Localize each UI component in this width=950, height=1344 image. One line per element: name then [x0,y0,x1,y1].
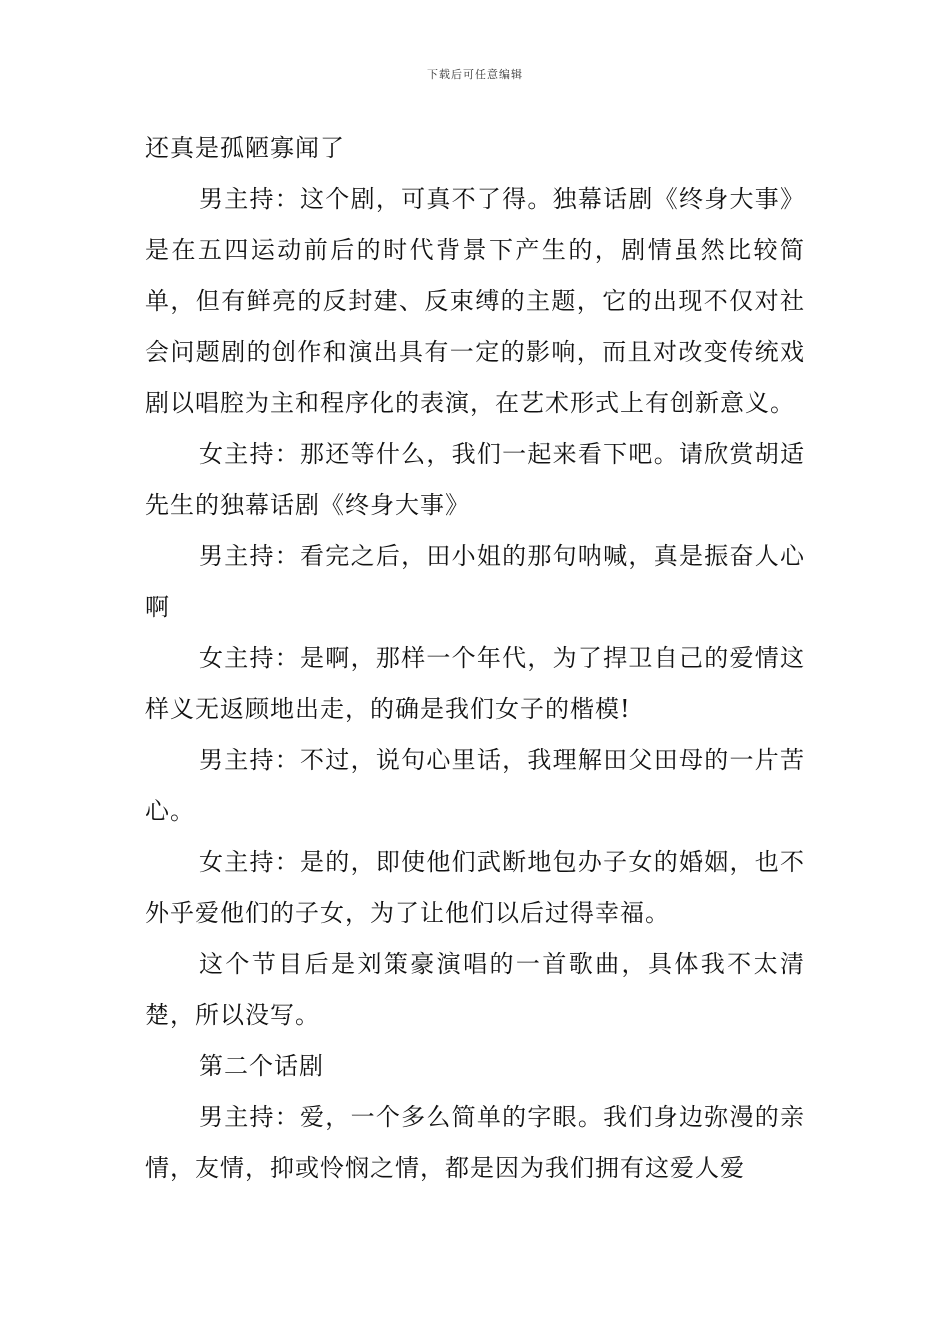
page-header: 下载后可任意编辑 [427,68,523,81]
paragraph-male-host-4: 男主持：爱，一个多么简单的字眼。我们身边弥漫的亲情，友情，抑或怜悯之情，都是因为我们拥有这爱人爱 [145,1103,805,1182]
paragraph-male-host-3: 男主持：不过，说句心里话，我理解田父田母的一片苦心。 [145,746,805,825]
paragraph-section-title: 第二个话剧 [199,1052,324,1080]
paragraph-female-host-3: 女主持：是的，即使他们武断地包办子女的婚姻，也不外乎爱他们的子女，为了让他们以后过得幸福。 [145,848,805,927]
document-body [145,123,805,1194]
paragraph-female-host-2: 女主持：是啊，那样一个年代，为了捍卫自己的爱情这样义无返顾地出走，的确是我们女子的楷模! [145,644,805,723]
paragraph-male-host-2: 男主持：看完之后，田小姐的那句呐喊，真是振奋人心啊 [145,542,805,621]
paragraph-female-host-1: 女主持：那还等什么，我们一起来看下吧。请欣赏胡适先生的独幕话剧《终身大事》 [145,440,805,519]
paragraph-continuation: 还真是孤陋寡闻了 [145,134,345,162]
paragraph-male-host-1: 男主持：这个剧，可真不了得。独幕话剧《终身大事》是在五四运动前后的时代背景下产生的，剧情虽然比较简单，但有鲜亮的反封建、反束缚的主题，它的出现不仅对社会问题剧的创作和演出具有一定的影响，而且对改变传统戏剧以唱腔为主和程序化的表演，在艺术形式上有创新意义。 [145,185,805,417]
paragraph-note: 这个节目后是刘策豪演唱的一首歌曲，具体我不太清楚，所以没写。 [145,950,805,1029]
